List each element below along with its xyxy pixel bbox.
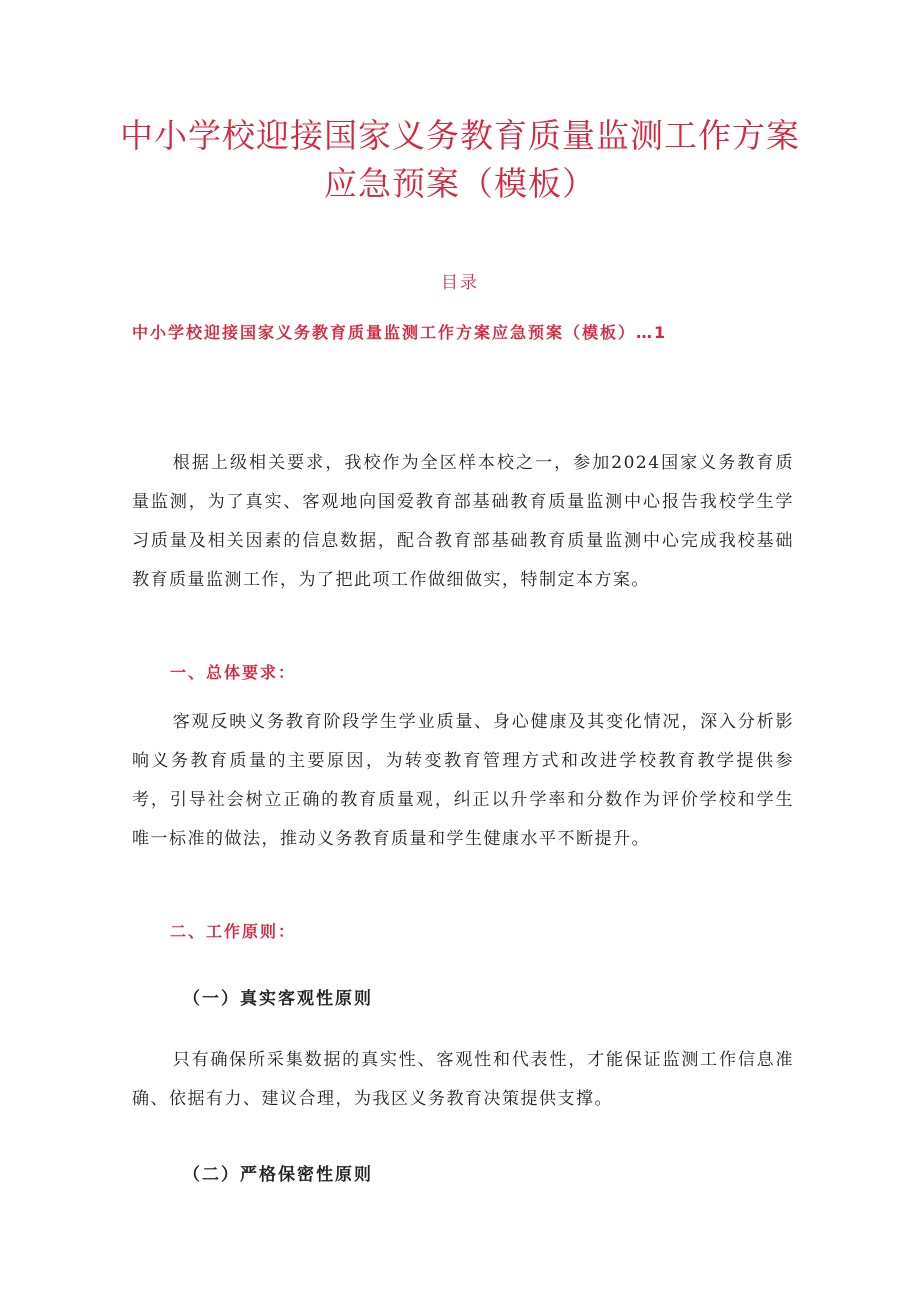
principle-heading-objectivity: （一）真实客观性原则	[183, 989, 373, 1009]
section-heading-general-requirements: 一、总体要求：	[170, 663, 297, 682]
toc-entry-link[interactable]: 中小学校迎接国家义务教育质量监测工作方案应急预案（模板）…1	[132, 323, 668, 342]
document-title-line2: 应急预案（模板）	[324, 164, 596, 203]
intro-paragraph: 根据上级相关要求，我校作为全区样本校之一，参加2024国家义务教育质量监测，为了真实、客观地向国爱教育部基础教育质量监测中心报告我校学生学习质量及相关因素的信息数据，配合教育部基础教育质量监测中心完成我校基础教育质量监测工作，为了把此项工作做细做实，特制定本方案。	[132, 453, 794, 590]
general-requirements-paragraph: 客观反映义务教育阶段学生学业质量、身心健康及其变化情况，深入分析影响义务教育质量的主要原因，为转变教育管理方式和改进学校教育教学提供参考，引导社会树立正确的教育质量观，纠正以升学率和分数作为评价学校和学生唯一标准的做法，推动义务教育质量和学生健康水平不断提升。	[132, 712, 794, 849]
principle-heading-confidentiality: （二）严格保密性原则	[183, 1165, 373, 1185]
document-title-line1: 中小学校迎接国家义务教育质量监测工作方案	[120, 116, 800, 155]
objectivity-paragraph: 只有确保所采集数据的真实性、客观性和代表性，才能保证监测工作信息准确、依据有力、建议合理，为我区义务教育决策提供支撑。	[132, 1050, 794, 1109]
section-heading-work-principles: 二、工作原则：	[170, 922, 297, 941]
toc-heading: 目录	[441, 273, 479, 293]
